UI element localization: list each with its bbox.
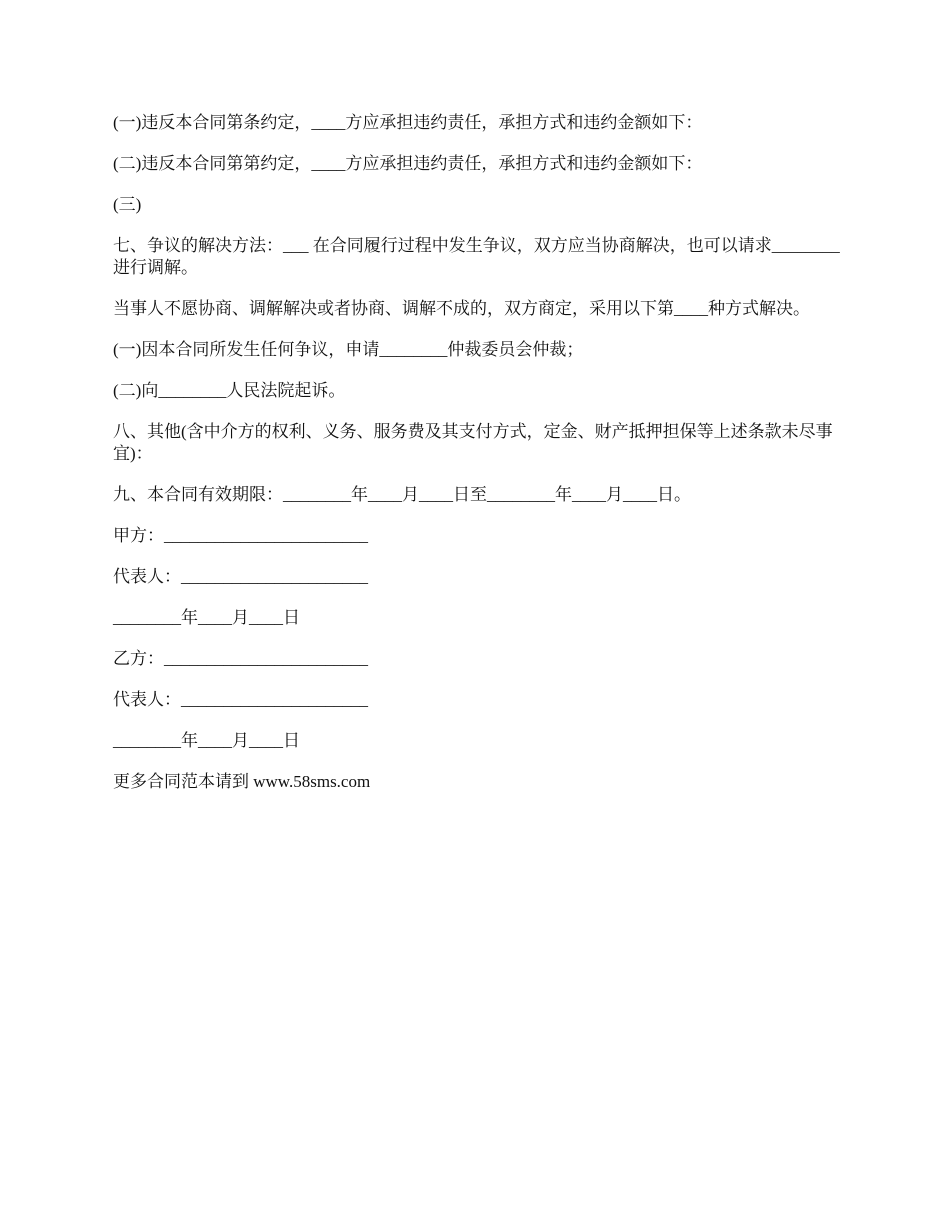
party-b-signature-line: 乙方：________________________ [113,649,368,668]
dispute-option-court: (二)向________人民法院起诉。 [113,381,346,400]
section-validity-period: 九、本合同有效期限：________年____月____日至________年____月____日。 [113,485,691,504]
clause-breach-two: (二)违反本合同第第约定，____方应承担违约责任，承担方式和违约金额如下： [113,154,703,173]
party-a-signature-line: 甲方：________________________ [113,526,368,545]
clause-breach-one: (一)违反本合同第条约定，____方应承担违约责任，承担方式和违约金额如下： [113,113,703,132]
section-other-terms: 八、其他(含中介方的权利、义务、服务费及其支付方式，定金、财产抵押担保等上述条款未尽事宜)： [113,422,833,463]
section-dispute-resolution: 七、争议的解决方法：___ 在合同履行过程中发生争议，双方应当协商解决，也可以请求________进行调解。 [113,236,840,277]
dispute-choice-paragraph: 当事人不愿协商、调解解决或者协商、调解不成的，双方商定，采用以下第____种方式解决。 [113,299,810,318]
document-page [113,112,843,812]
dispute-option-arbitration: (一)因本合同所发生任何争议，申请________仲裁委员会仲裁； [113,340,584,359]
footer-source-note: 更多合同范本请到 www.58sms.com [113,772,371,791]
party-b-representative-line: 代表人：______________________ [113,690,368,709]
party-a-representative-line: 代表人：______________________ [113,567,368,586]
party-a-date-line: ________年____月____日 [113,608,300,627]
clause-breach-three: (三) [113,195,142,214]
party-b-date-line: ________年____月____日 [113,731,300,750]
